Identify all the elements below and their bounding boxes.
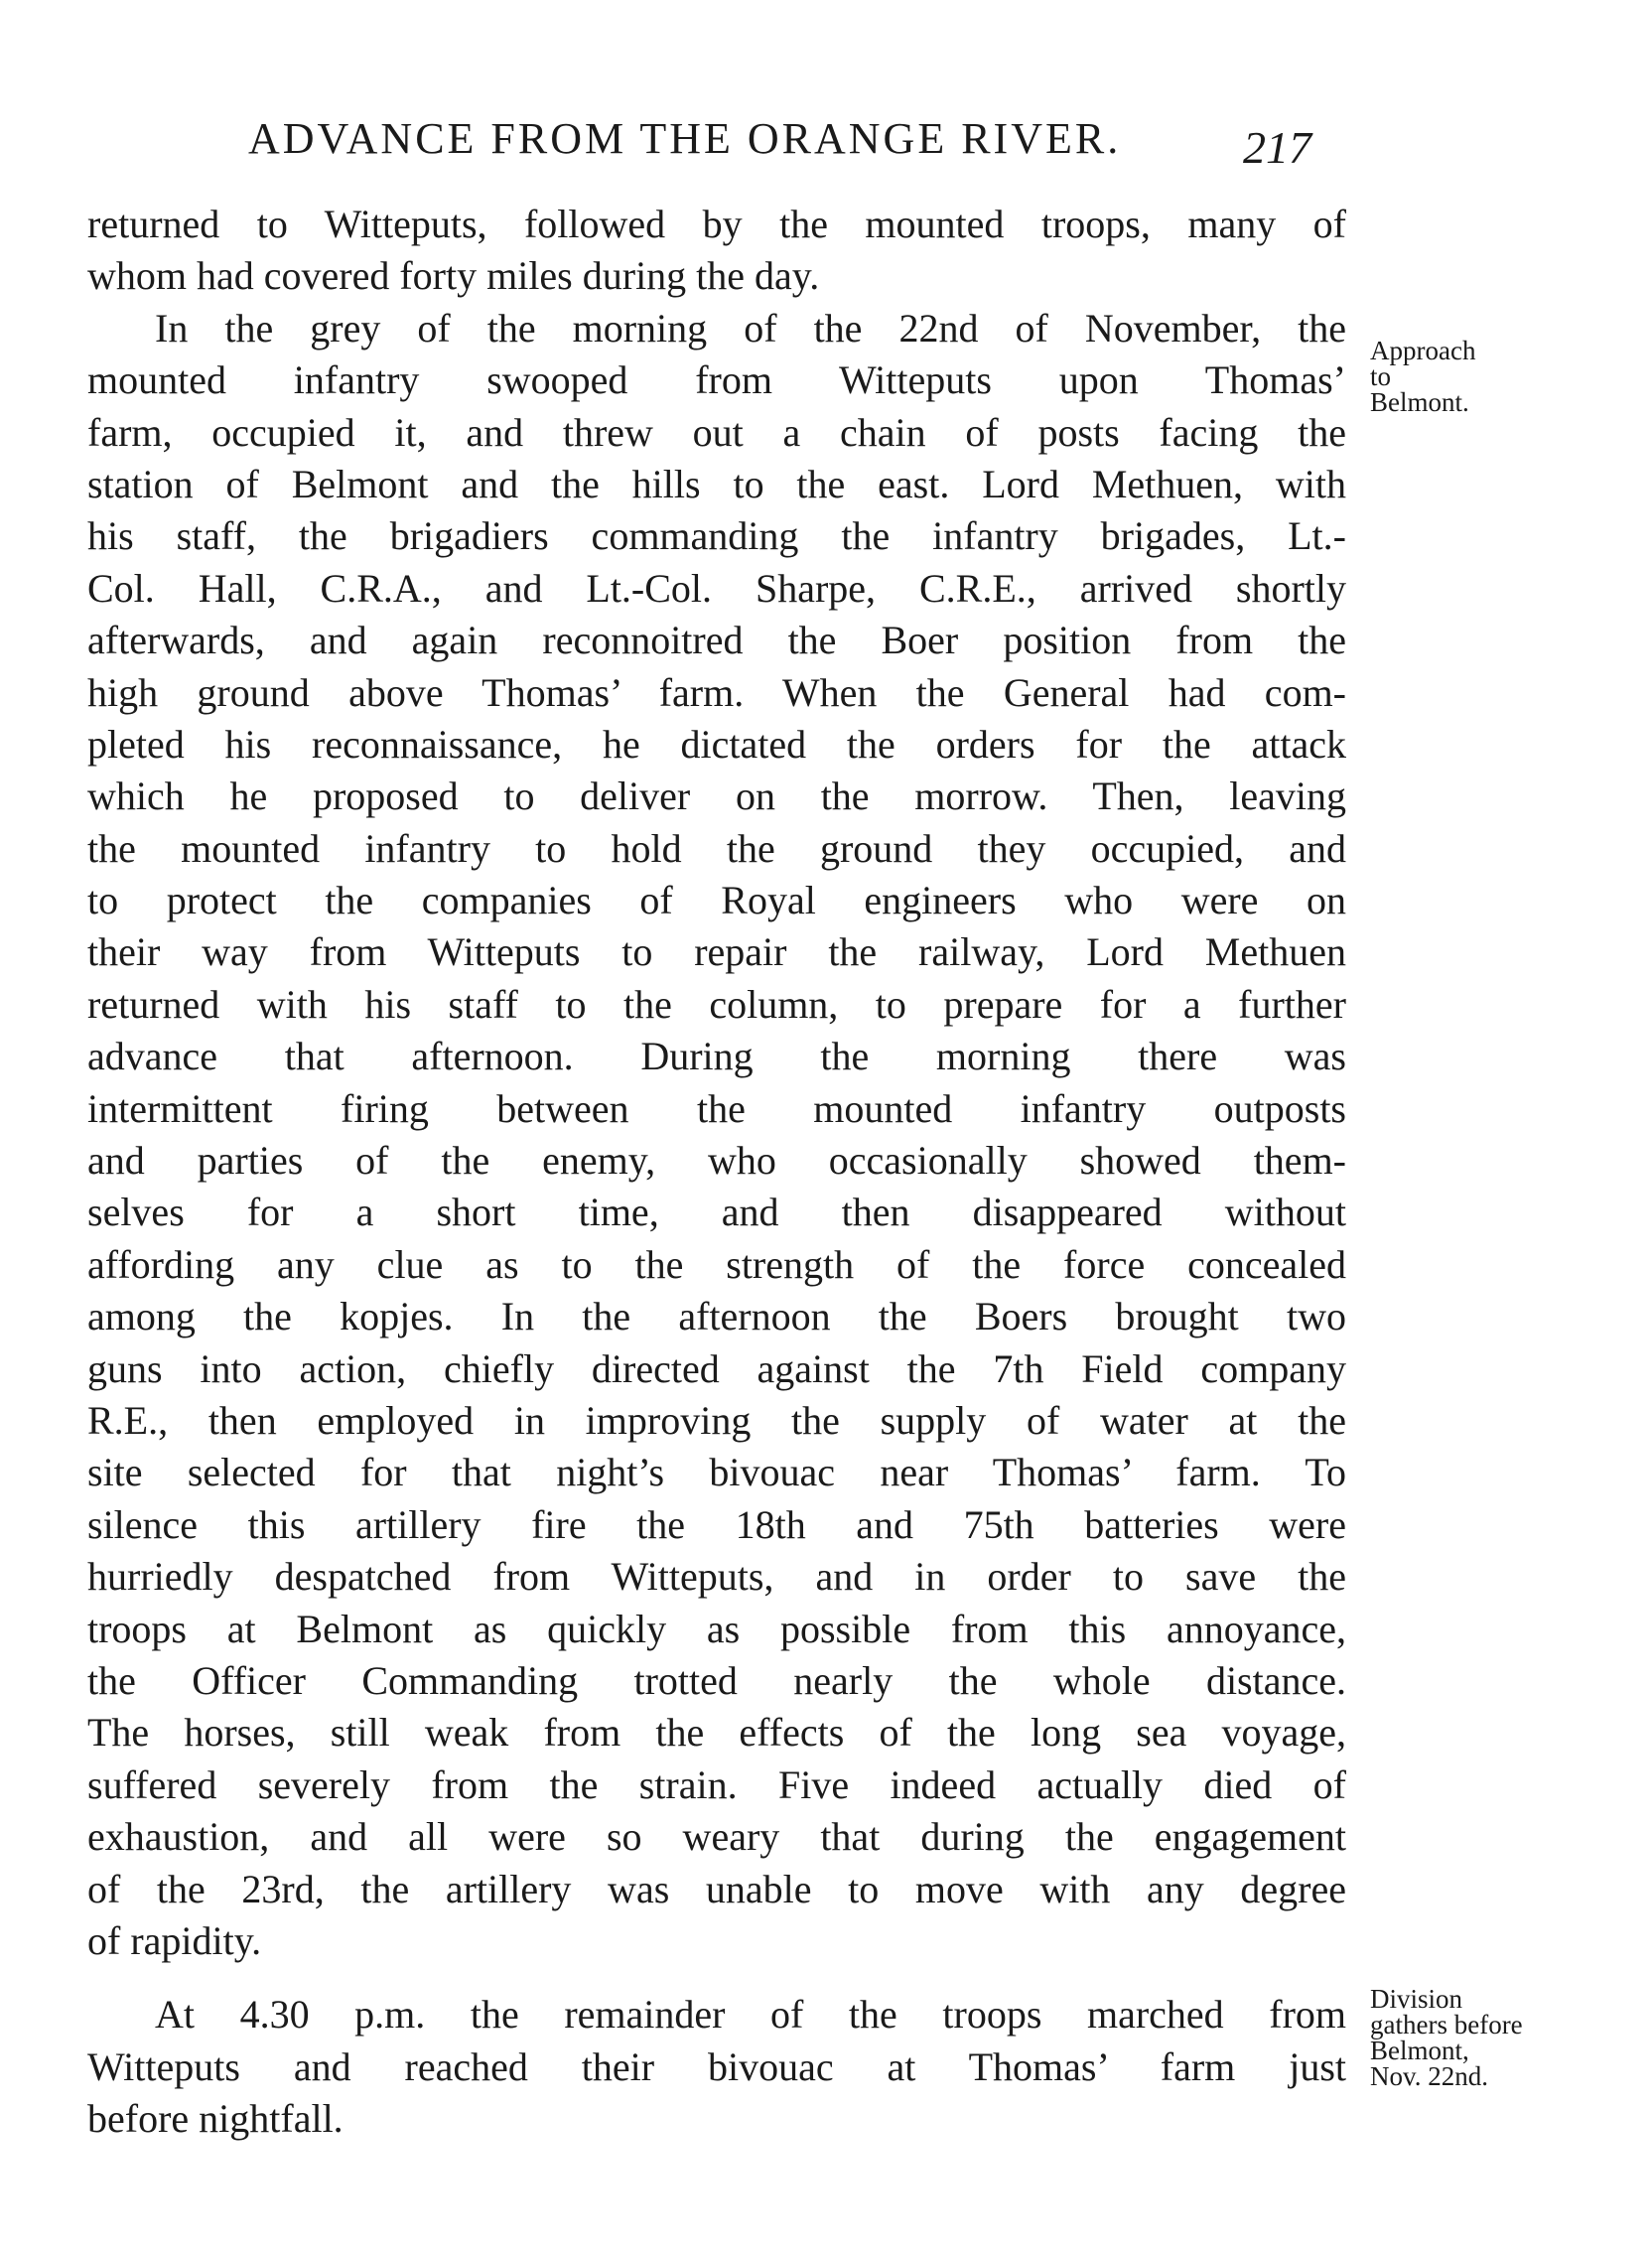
text-line: whom had covered forty miles during the day. [87, 253, 820, 299]
body-text [87, 199, 1346, 2145]
text-line: exhaustion, and all were so weary that during the engagement [87, 1814, 1346, 1860]
text-line: among the kopjes. In the afternoon the Boers brought two [87, 1294, 1346, 1339]
text-line: which he proposed to deliver on the morrow. Then, leaving [87, 774, 1346, 819]
text-line: hurriedly despatched from Witteputs, and in order to save the [87, 1554, 1346, 1600]
text-line: The horses, still weak from the effects of the long sea voyage, [87, 1710, 1346, 1756]
text-line: suffered severely from the strain. Five indeed actually died of [87, 1761, 1346, 1807]
text-line: his staff, the brigadiers commanding the infantry brigades, Lt.- [87, 513, 1346, 559]
running-title: ADVANCE FROM THE ORANGE RIVER. [248, 114, 1122, 163]
text-line: silence this artillery fire the 18th and 75th batteries were [87, 1501, 1346, 1547]
text-line: advance that afternoon. During the morning there was [87, 1034, 1346, 1079]
text-line: At 4.30 p.m. the remainder of the troops marched from [155, 1992, 1346, 2038]
text-line: R.E., then employed in improving the supply of water at the [87, 1397, 1346, 1443]
marginal-note-line: Division [1370, 1984, 1463, 2014]
text-line: high ground above Thomas’ farm. When the General had com- [87, 669, 1346, 715]
text-line: of rapidity. [87, 1917, 262, 1963]
text-line: affording any clue as to the strength of the force concealed [87, 1241, 1346, 1287]
text-line: guns into action, chiefly directed against the 7th Field company [87, 1345, 1346, 1391]
paragraph-gap [87, 1967, 1346, 1989]
text-line: and parties of the enemy, who occasionally showed them- [87, 1138, 1346, 1184]
text-line: before nightfall. [87, 2096, 344, 2142]
text-line: troops at Belmont as quickly as possible from this annoyance, [87, 1606, 1346, 1651]
text-line: of the 23rd, the artillery was unable to move with any degree [87, 1866, 1346, 1911]
text-line: their way from Witteputs to repair the railway, Lord Methuen [87, 929, 1346, 975]
text-line: returned with his staff to the column, to prepare for a further [87, 981, 1346, 1027]
marginal-note-division [1370, 1986, 1523, 2089]
text-line: farm, occupied it, and threw out a chain of posts facing the [87, 409, 1346, 455]
page-number: 217 [1243, 122, 1311, 173]
marginal-note-line: gathers before [1370, 2010, 1523, 2040]
marginal-note-line: Belmont. [1370, 387, 1469, 417]
marginal-note-line: Approach [1370, 336, 1476, 365]
text-line: afterwards, and again reconnoitred the Boer position from the [87, 618, 1346, 663]
marginal-note-approach [1370, 338, 1475, 415]
text-line: Col. Hall, C.R.A., and Lt.-Col. Sharpe, C.R.E., arrived shortly [87, 565, 1346, 611]
text-line: the Officer Commanding trotted nearly the whole distance. [87, 1657, 1346, 1703]
marginal-note-line: Nov. 22nd. [1370, 2061, 1488, 2091]
marginal-note-line: to [1370, 361, 1392, 391]
text-line: selves for a short time, and then disappeared without [87, 1190, 1346, 1235]
text-line: returned to Witteputs, followed by the mounted troops, many of [87, 202, 1346, 246]
text-line: intermittent firing between the mounted infantry outposts [87, 1085, 1346, 1131]
text-line: station of Belmont and the hills to the east. Lord Methuen, with [87, 461, 1346, 506]
text-line: In the grey of the morning of the 22nd of November, the [155, 305, 1346, 351]
text-line: to protect the companies of Royal engineers who were on [87, 878, 1346, 923]
text-line: site selected for that night’s bivouac near Thomas’ farm. To [87, 1450, 1346, 1495]
text-line: pleted his reconnaissance, he dictated the orders for the attack [87, 721, 1346, 767]
marginal-note-line: Belmont, [1370, 2036, 1469, 2065]
text-line: mounted infantry swooped from Witteputs upon Thomas’ [87, 357, 1346, 403]
text-line: the mounted infantry to hold the ground they occupied, and [87, 825, 1346, 871]
text-line: Witteputs and reached their bivouac at Thomas’ farm just [87, 2043, 1346, 2089]
